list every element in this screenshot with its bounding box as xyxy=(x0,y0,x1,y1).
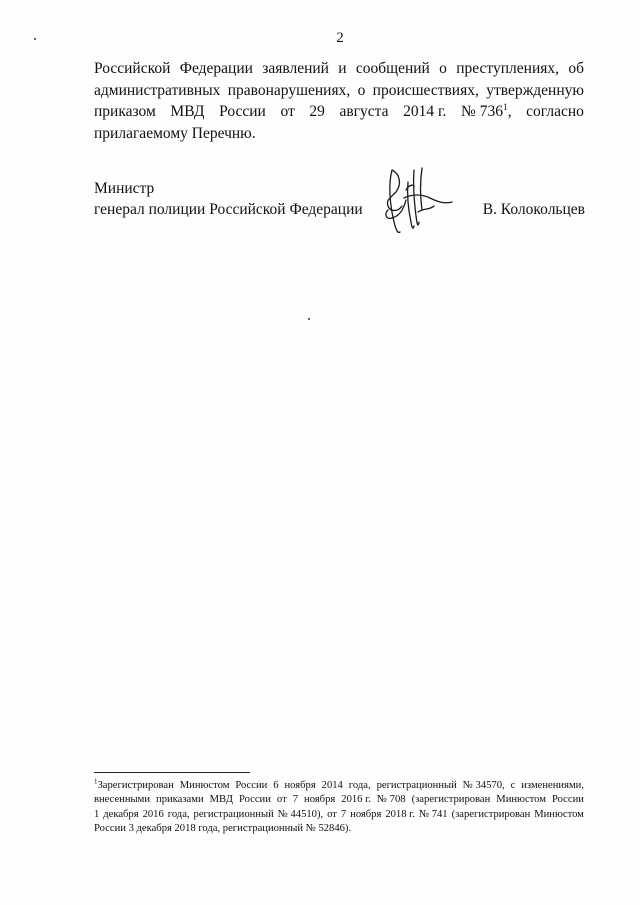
footnote-word: 6 xyxy=(273,780,279,791)
body-word: и xyxy=(338,60,347,77)
footnote-word: № 708 xyxy=(376,794,406,806)
body-word: об xyxy=(568,60,584,77)
footnote-word: изменениями, xyxy=(521,780,584,791)
footnote-word: России xyxy=(551,794,584,806)
footnote-reference: 1 xyxy=(502,102,508,113)
body-word: 29 xyxy=(309,103,325,120)
footnote-word: ноября xyxy=(304,794,336,806)
footnote-word: 1 xyxy=(94,808,100,820)
body-word: правонарушениях, xyxy=(227,81,351,99)
body-word: административных xyxy=(94,81,221,99)
footnote-word: Минюстом xyxy=(534,808,584,820)
body-word: согласно xyxy=(526,103,584,120)
footnote-word: (зарегистрирован xyxy=(451,808,531,820)
signatory-title: Министр xyxy=(94,180,155,197)
footnote-word: декабря xyxy=(103,808,139,820)
footnote-word: ноября xyxy=(284,780,316,791)
handwritten-signature xyxy=(378,160,460,240)
footnote-word: России xyxy=(235,780,268,791)
footnote-word: $^1$Зарегистрирован xyxy=(94,777,174,791)
footnote-word: внесенными xyxy=(94,794,151,806)
body-line xyxy=(94,58,584,80)
footnote-line xyxy=(94,793,584,807)
signatory-name: В. Колокольцев xyxy=(482,201,585,218)
body-word: сообщений xyxy=(355,60,430,77)
footnote-word: № 44510), xyxy=(277,808,324,820)
footnote-word: Минюстом xyxy=(496,794,546,806)
footnote-mark: 1 xyxy=(94,777,98,786)
footnote-word: с xyxy=(510,780,516,791)
footnote-word: от xyxy=(276,794,287,806)
body-paragraph xyxy=(94,58,584,144)
footnote xyxy=(94,779,584,837)
body-line xyxy=(94,80,584,102)
body-word: о xyxy=(357,81,366,99)
body-line: прилагаемому Перечню. xyxy=(94,124,256,142)
body-word: происшествиях, xyxy=(372,81,479,99)
body-word: о xyxy=(439,60,447,77)
footnote-word: регистрационный xyxy=(376,780,457,791)
footnote-line xyxy=(94,808,584,822)
signatory-rank: генерал полиции Российской Федерации xyxy=(94,201,363,218)
footnote-word: ноября xyxy=(350,808,382,820)
page-number: 2 xyxy=(336,30,344,46)
body-word: августа xyxy=(339,103,389,120)
body-word: от xyxy=(280,103,295,120)
footnote-word: 2014 xyxy=(321,780,343,791)
footnote-word: от xyxy=(327,808,337,820)
body-word: МВД xyxy=(170,103,205,120)
footnote-word: Минюстом xyxy=(179,780,230,791)
body-word: № 736$^1$, xyxy=(461,102,512,120)
footnote-word: № 34570, xyxy=(462,780,505,791)
body-word: 2014 г. xyxy=(403,103,447,120)
body-word: России xyxy=(219,103,266,120)
body-word: Федерации xyxy=(179,60,253,77)
footnote-word: приказами xyxy=(156,794,204,806)
body-line xyxy=(94,101,584,123)
footnote-word: МВД xyxy=(209,794,233,806)
body-word: преступлениях, xyxy=(456,60,559,77)
footnote-word: 2016 xyxy=(142,808,164,820)
footnote-word: регистрационный xyxy=(193,808,274,820)
scan-speck xyxy=(308,318,310,320)
footnote-separator xyxy=(94,772,250,773)
footnote-word: (зарегистрирован xyxy=(411,794,491,806)
footnote-word: России xyxy=(238,794,271,806)
footnote-word: 7 xyxy=(340,808,347,820)
footnote-word: года, xyxy=(167,808,190,820)
footnote-line xyxy=(94,779,584,793)
body-word: заявлений xyxy=(262,60,329,77)
footnote-word: № 741 xyxy=(418,808,448,820)
footnote-word: года, xyxy=(348,780,371,791)
signature-block xyxy=(94,178,590,220)
footnote-word: 7 xyxy=(292,794,299,806)
body-word: Российской xyxy=(94,60,171,77)
body-word: приказом xyxy=(94,103,156,120)
footnote-line: России 3 декабря 2018 года, регистрационный № 52846). xyxy=(94,823,352,835)
footnote-word: 2016 г. xyxy=(341,794,371,806)
body-word: утвержденную xyxy=(486,81,584,99)
footnote-word: 2018 г. xyxy=(385,808,415,820)
